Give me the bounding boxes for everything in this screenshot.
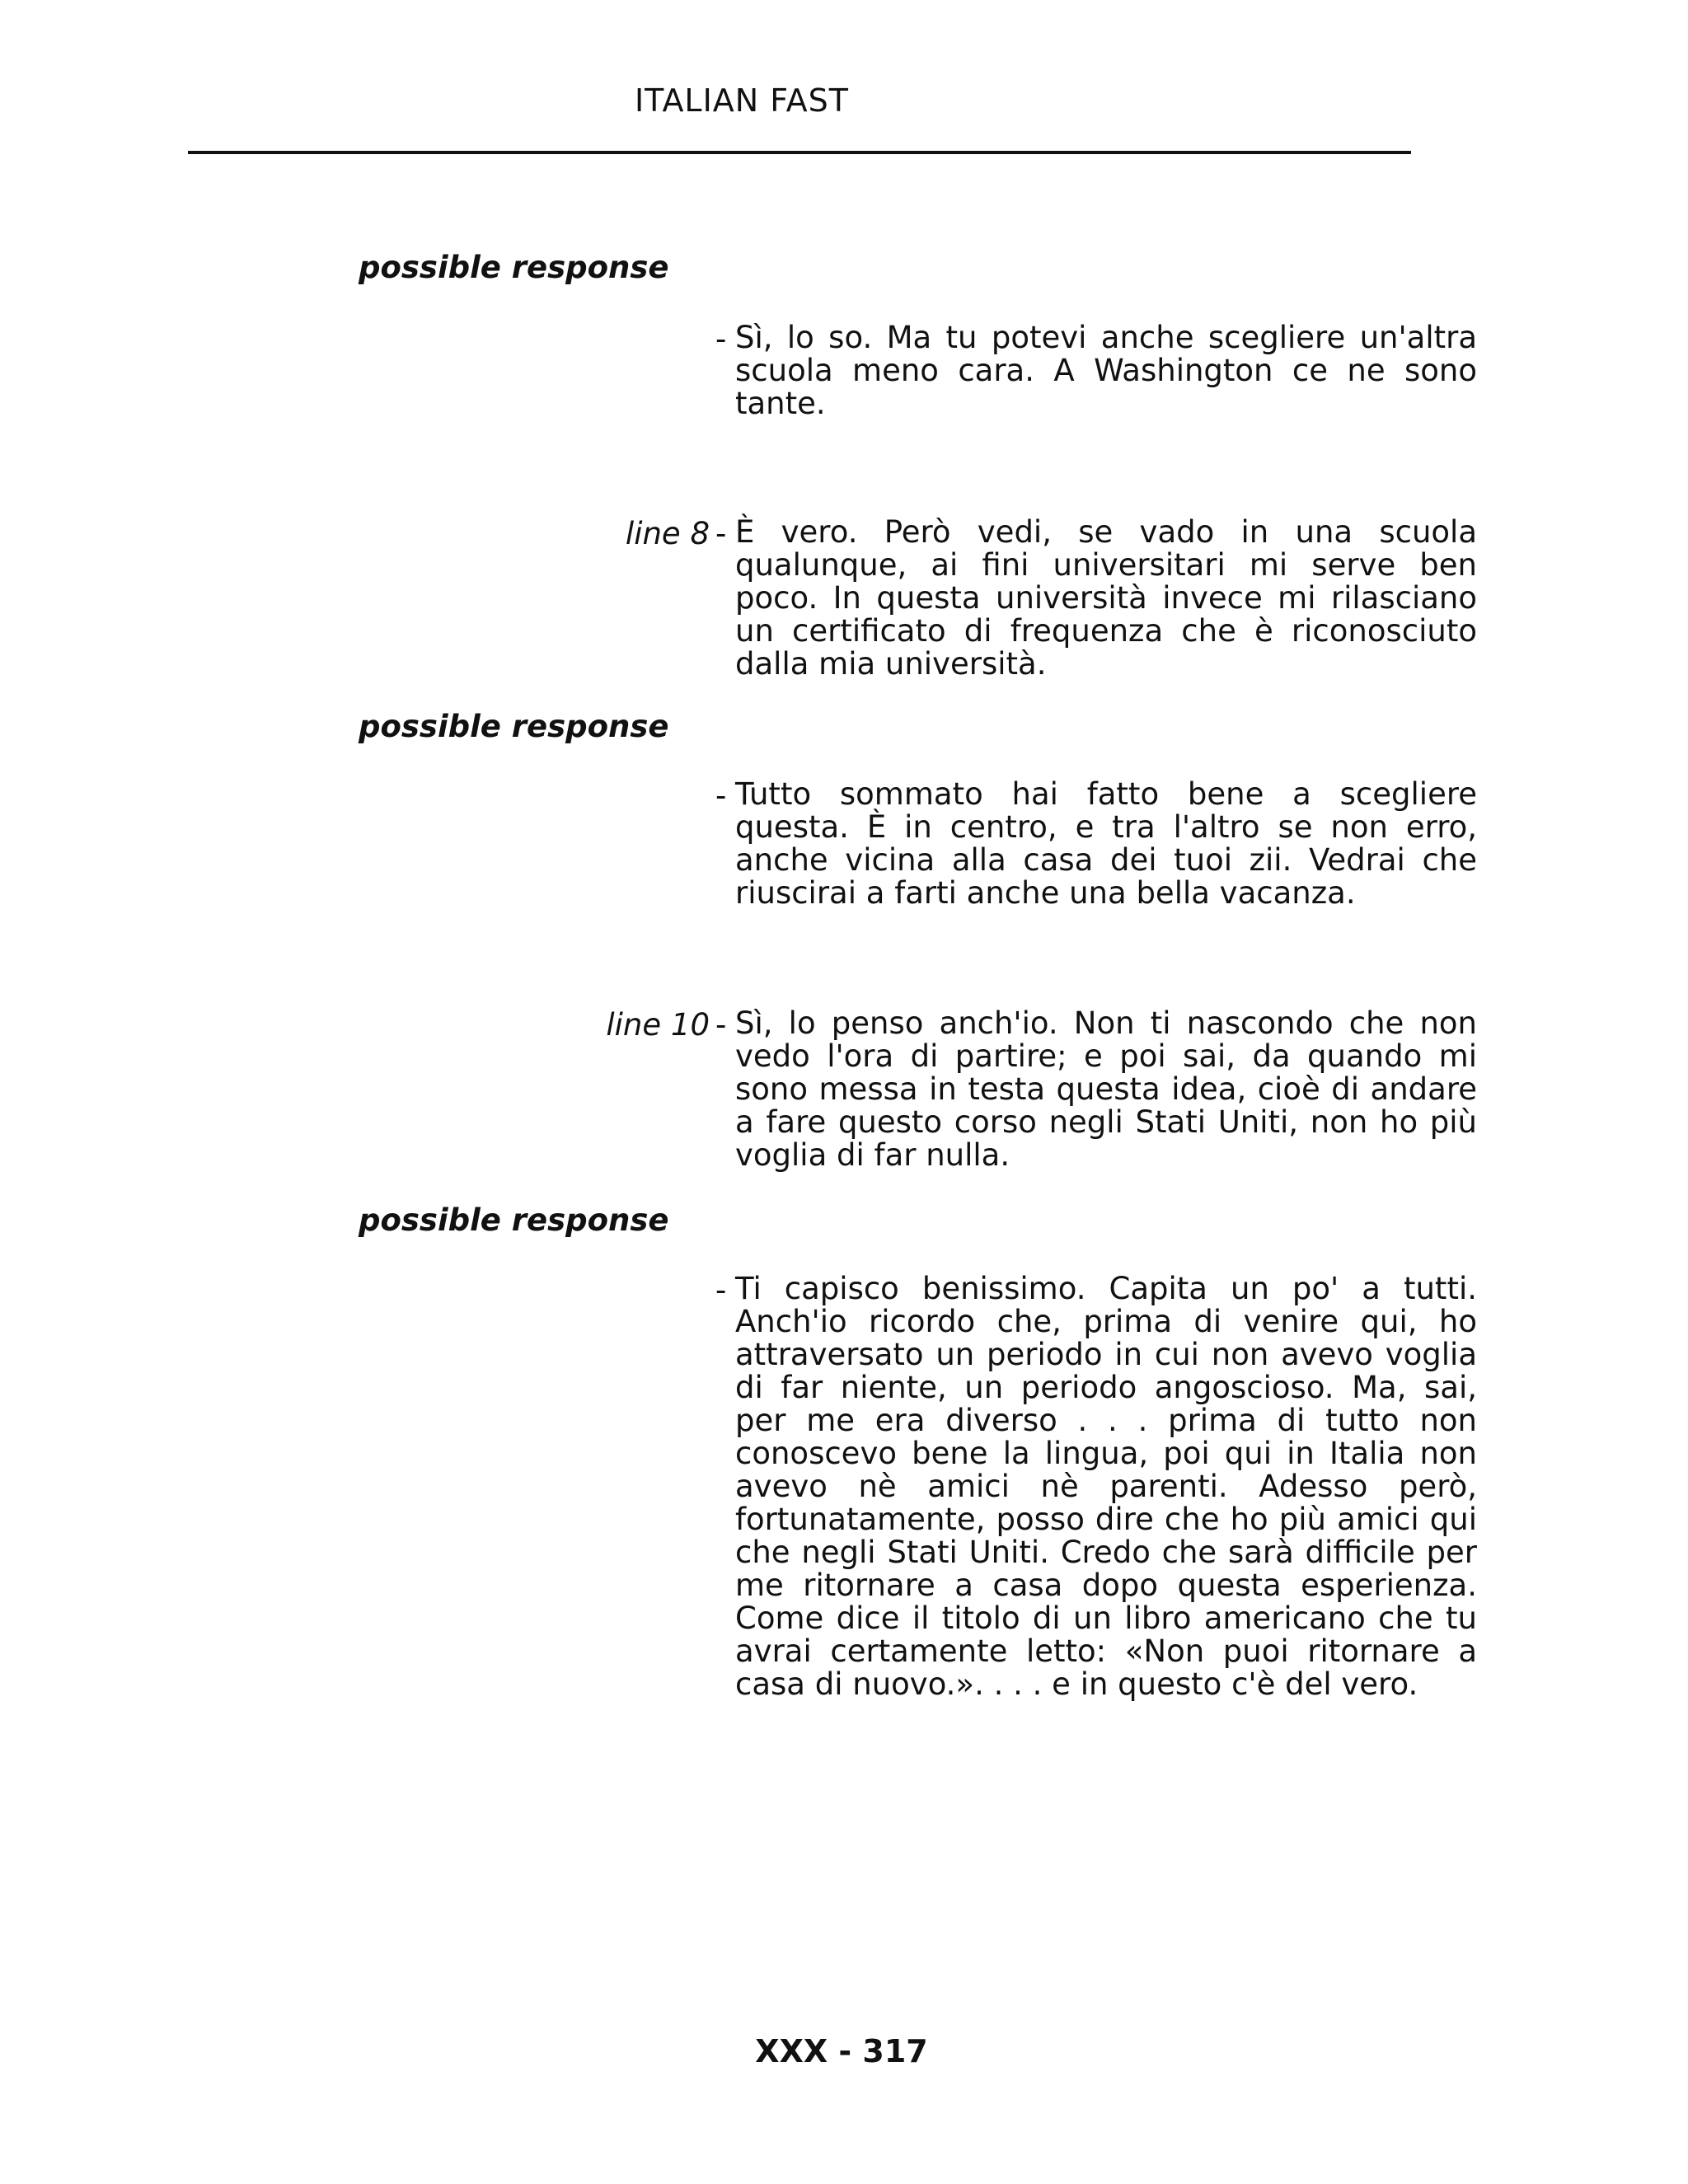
dialogue-dash: - bbox=[715, 778, 727, 813]
dialogue-text: Sì, lo penso anch'io. Non ti nascondo che non vedo l'ora di partire; e poi sai, da quando mi sono messa in testa questa idea, cioè di andare a fare questo corso negli Stati Uniti, non ho più voglia di far nulla. bbox=[735, 1005, 1477, 1173]
line-number-label: line 8 bbox=[625, 516, 710, 551]
line-number-label: line 10 bbox=[606, 1007, 710, 1043]
header-rule bbox=[188, 151, 1411, 154]
dialogue-dash: - bbox=[715, 1272, 727, 1308]
dialogue-dash: - bbox=[715, 516, 727, 551]
page-number: XXX - 317 bbox=[755, 2033, 928, 2069]
dialogue-dash: - bbox=[715, 321, 727, 357]
dialogue-dash: - bbox=[715, 1007, 727, 1043]
response-label: possible response bbox=[359, 250, 669, 285]
response-label: possible response bbox=[359, 1202, 669, 1238]
response-text: Ti capisco benissimo. Capita un po' a tutti. Anch'io ricordo che, prima di venire qui, ho attraversato un periodo in cui non avevo voglia di far niente, un periodo angoscioso. Ma, sai, per me era diverso . . . prima di tutto non conoscevo bene la lingua, poi qui in Italia non avevo nè amici nè parenti. Adesso però, fortunatamente, posso dire che ho più amici qui che negli Stati Uniti. Credo che sarà difficile per me ritornare a casa dopo questa esperienza. Come dice il titolo di un libro americano che tu avrai certamente letto: «Non puoi ritornare a casa di nuovo.». . . . e in questo c'è del vero. bbox=[735, 1271, 1477, 1702]
dialogue-text: È vero. Però vedi, se vado in una scuola qualunque, ai fini universitari mi serve ben poco. In questa università invece mi rilasciano un certificato di frequenza che è riconosciuto dalla mia università. bbox=[735, 514, 1477, 682]
response-text: Tutto sommato hai fatto bene a scegliere questa. È in centro, e tra l'altro se non erro, anche vicina alla casa dei tuoi zii. Vedrai che riuscirai a farti anche una bella vacanza. bbox=[735, 776, 1477, 911]
running-head: ITALIAN FAST bbox=[634, 82, 850, 119]
response-text: Sì, lo so. Ma tu potevi anche scegliere un'altra scuola meno cara. A Washington ce ne sono tante. bbox=[735, 320, 1477, 421]
response-label: possible response bbox=[359, 709, 669, 744]
